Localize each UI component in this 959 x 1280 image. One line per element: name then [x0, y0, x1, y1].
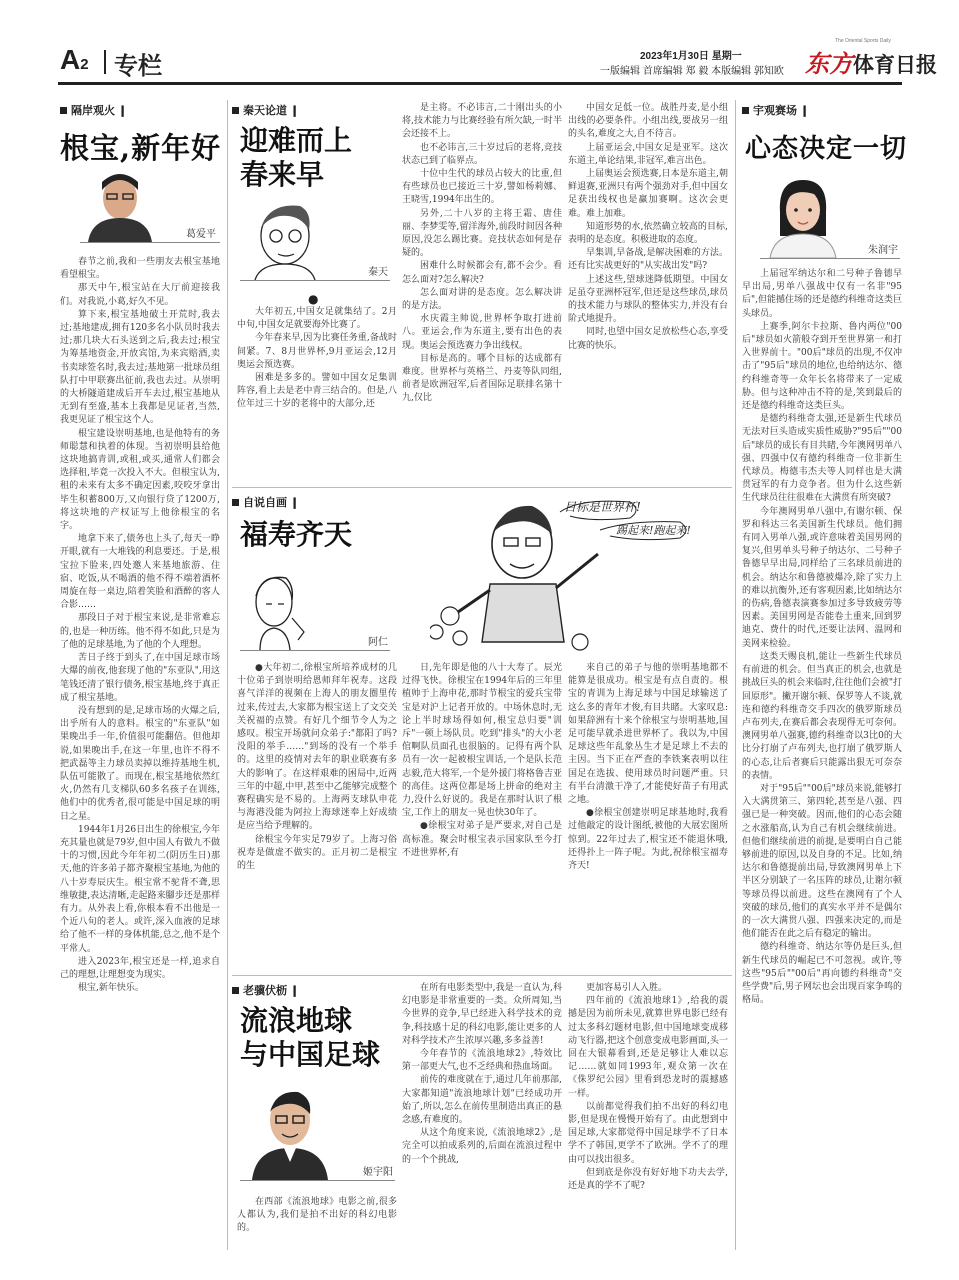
column-tag: 隔岸观火 ❙: [60, 102, 127, 118]
paragraph: 这类天赐良机,能让一些新生代球员有前进的机会。但当真正的机会,也就是挑战巨头的机会来临时,往往他们会被"打回原形"。撇开谢尔顿、保罗等人不谈,就连和德约科维奇交手四次的俄罗斯球员卢布列夫,在赛后都会表现得无可奈何。澳网男单八强赛,德约科维奇以3比0的大比分打崩了卢布列夫,也打崩了俄罗斯人的心态,让后者赛后只能露出狠无可奈奈的表情。: [742, 651, 903, 781]
paragraph: 根宝,新年快乐。: [78, 983, 144, 994]
section-title: 专栏: [114, 53, 162, 80]
paragraph: 上届冠军纳达尔和二号种子鲁德早早出局,男单八强战中仅有一名非"95后",但能撼住场的还是德约科维奇这类巨头球员。: [742, 269, 903, 319]
issue-date: 2023年1月30日 星期一: [640, 51, 742, 62]
author-name: 秦天: [368, 267, 388, 278]
section-divider: [232, 975, 732, 976]
author-portrait: [80, 168, 220, 243]
paragraph: 今年春来早,因为比赛任务重,备战时间紧。7、8月世界杯,9月亚运会,12月奥运会预选赛。: [237, 333, 397, 370]
paragraph: 进入2023年,根宝还是一样,追求自己的理想,让理想变为现实。: [60, 956, 220, 980]
column-divider: [735, 100, 736, 1250]
paragraph: 那天中午,根宝站在大厅前迎接我们。对我说,小葛,好久不见。: [60, 283, 220, 307]
paragraph: 困难什么时候都会有,都不会少。看怎么面对?怎么解决?: [402, 261, 562, 285]
coach-cartoon-icon: [430, 492, 730, 656]
paragraph: 四年前的《流浪地球1》,给我的震撼是因为前所未见,就算世界电影已经有过太多科幻题材电影,但中国地球变成移动飞行器,把这个创意变成电影画面,头一回在大银幕看到,还是足够让人难以忘记……就如同1993年,观众第一次在《侏罗纪公园》里看到恐龙时的震撼感一样。: [568, 996, 728, 1099]
paragraph: 但到底是你没有好好地下功夫去学,还是真的学不了呢?: [568, 1167, 728, 1192]
paragraph: ●徐根宝创建崇明足球基地时,我看过他敲定的设计图纸,被他的大展宏图所惊到。22年过去了,根宝还不能退休哦,还得扑上一阵子呢。为此,祝徐根宝福寿齐天!: [568, 808, 728, 872]
paragraph: 苦日子终于到头了,在中国足球市场大爆的前夜,他套现了他的"东亚队",用这笔钱还清了银行债务,根宝基地,终于真正成了根宝基地。: [60, 653, 220, 703]
paragraph: 是德约科维奇太强,还是新生代球员无法对巨头造成实质性威胁?"95后""00后"球员的成长有目共睹,今年澳网男单八强、四强中仅有德约科维奇一位非新生代球员。梅德韦杰夫等人同样也是大满贯冠军的有力竞争者。但为什么这些新生代球员往往很难在大满贯有所突破?: [742, 414, 903, 504]
author-sketch-icon: [240, 198, 330, 280]
paragraph: 春节之前,我和一些朋友去根宝基地看望根宝。: [60, 257, 220, 281]
paragraph: 在西部《流浪地球》电影之前,很多人都认为,我们是拍不出好的科幻电影的。: [237, 1197, 397, 1234]
article-title: 迎难而上 春来早: [240, 124, 353, 191]
paragraph: 以前都觉得我们拍不出好的科幻电影,但是现在慢慢开始有了。由此想到中国足球,大家都觉得中国足球学不了日本学不了韩国,更学不了欧洲。学不了的理由可以找出很多。: [568, 1101, 728, 1165]
article-body: [742, 268, 902, 1007]
paragraph: 也不必讳言,三十岁过后的老将,竞技状态已到了临界点。: [402, 142, 562, 166]
article-body: [60, 256, 220, 995]
article-body: [402, 982, 562, 1167]
paragraph: 更加容易引人入胜。: [586, 983, 668, 993]
article-body: [237, 306, 397, 412]
paragraph: 另外,二十八岁的主将王霜、唐佳丽、李梦雯等,留洋海外,前段时间因各种原因,没怎么踢比赛。竞技状态如何是存疑的。: [402, 208, 562, 259]
paragraph: 水庆霞主帅说,世界杯争取打进前八。亚运会,作为东道主,要有出色的表现。奥运会预选赛力争出线权。: [402, 314, 562, 351]
section-divider: [232, 487, 732, 488]
article-title: 心态决定一切: [745, 134, 908, 164]
column-tag: 老骥伏枥 ❙: [232, 982, 299, 998]
header-rule: [58, 82, 902, 85]
paragraph: 对于"95后""00后"球员来说,能够打入大满贯第三、第四轮,甚至是八强、四强已是一种突破。因而,他们的心态会随之水涨船高,认为自己有机会继续前进。但他们继续前进的前提,是要明白自己能够前进的原因,以及自身的不足。比如,纳达尔和鲁德提前出局,导致澳网男单上下半区分别缺了一名压阵的球员,让谢尔顿等球员得以前进。这些在澳网有了个人突破的球员,他们的真实水平并不是偶尔的一次大满贯八强、四强来决定的,而是他们能否在此之后有稳定的输出。: [742, 783, 902, 940]
editors-line: 一版编辑 首席编辑 郑 毅 本版编辑 郭知欧: [600, 66, 784, 77]
paragraph: 算下来,根宝基地破土开荒时,我去过;基地建成,拥有120多名小队员时我去过;那几块大石头送到之后,我去过;根宝为筹基地资金,开放宾馆,为来宾赔酒,卖书卖球签名时,我去过;基地第一批球员组队打中甲联赛出征前,我也去过。从崇明的大桥隧道建成后开车去过,根宝基地从无到有至盛,基本上我都是见证者,当然,我更见证了根宝这个人。: [60, 309, 220, 426]
author-name: 姬宇阳: [363, 1167, 393, 1178]
article-body: [402, 102, 562, 406]
author-name: 葛爱平: [186, 229, 216, 240]
speech-bubble-text: 目标是世界杯!: [564, 500, 641, 514]
cartoonist-sketch-icon: [240, 566, 320, 650]
paragraph: 来自己的弟子与他的崇明基地都不能算是很成功。根宝是有点自责的。根宝的青训为上海足球与中国足球输送了这么多的青年才俊,有目共睹。大家叹息:如果辞洲有十来个徐根宝与崇明基地,国足可能早就杀进世界杯了。我以为,中国足球这些年乱象丛生才是足球上不去的主因。当下正在严查的李铁案表明以往国足在选拔、使用球员时问题严重。只有半台清激干净了,才能使好苗子有用武之地。: [568, 663, 728, 806]
column-tag: 宇观赛场 ❙: [742, 102, 809, 118]
paragraph: 上届奥运会预选赛,日本是东道主,朝鲜退赛,亚洲只有两个强劲对手,但中国女足获出线权也是赢加赛啊。这次会更难。难上加难。: [568, 169, 728, 219]
column-divider: [227, 100, 228, 1250]
bullet-dot: ●: [308, 292, 319, 306]
author-portrait: [240, 566, 390, 651]
paragraph: 目标是高的。哪个目标的达成都有难度。世界杯与英格兰、丹麦等队同组,前者是欧洲冠军,后者国际足联排名第十九,仅比: [402, 353, 562, 404]
article-body: [568, 662, 728, 873]
column-tag: 秦天论道 ❙: [232, 102, 299, 118]
article-title: 福寿齐天: [240, 518, 353, 551]
author-portrait: [240, 198, 390, 281]
paragraph: 是主将。不必讳言,二十刚出头的小将,技术能力与比赛经验有所欠缺,一时半会还接不上。: [402, 103, 562, 140]
paragraph: 那段日子对于根宝来说,是非常难忘的,也是一种历练。他不得不如此,只是为了他的足球基地,为了他的个人理想。: [60, 613, 220, 650]
paragraph: 前传的难度就在于,通过几年前那部,大家都知道"流浪地球计划"已经成功开始了,所以,怎么在前传里制造出真正的悬念感,有难度的。: [402, 1075, 562, 1126]
cartoon-illustration: [430, 492, 730, 656]
author-portrait: [760, 172, 900, 259]
author-photo-icon: [760, 172, 846, 258]
paragraph: 1944年1月26日出生的徐根宝,今年充其量也就是79岁,但中国人有做九不做十的习惯,因此今年年初二(阴历生日)那天,他的许多弟子都齐聚根宝基地,为他的八十岁寿辰庆生。根宝常不驼背不聋,思维敏捷,表达清晰,走起路来腳步还是那样有力。从外表上看,你根本看不出他是一个近八旬的老人。或许,深入血液的足球给了他不一样的身体机能,总之,他不是个平常人。: [60, 824, 220, 954]
paragraph: 同时,也望中国女足放松些心态,享受比赛的快乐。: [568, 327, 728, 351]
paragraph: 上赛季,阿尔卡拉斯、鲁内两位"00后"球员如火箭般夺到开至世界第一和打入世界前十。"00后"球员的出现,不仅冲击了"95后"球员的地位,也给纳达尔、德约科维奇等一众年长名将带来了一定威胁。但与这种冲击不符的是,笑到最后的还是德约科维奇这类巨头。: [742, 321, 902, 412]
paragraph: 上届亚运会,中国女足是亚军。这次东道主,单论结果,非冠军,难言出色。: [568, 142, 728, 166]
article-body: [568, 102, 728, 353]
paragraph: 徐根宝今年实足79岁了。上海习俗祝寿是做虚不做实的。正月初二是根宝的生: [237, 834, 397, 872]
article-title: 流浪地球 与中国足球: [240, 1004, 381, 1071]
paragraph: 十位中生代的球员占较大的比重,但有些球员也已接近三十岁,譬如杨莉娜、王晓雪,1994年出生的。: [402, 169, 562, 206]
paragraph: 今年澳网男单八强中,有谢尔顿、保罗和科达三名美国新生代球员。他们拥有同入男单八强,或许意味着美国男网的复兴,但男单头号种子纳达尔、二号种子鲁德早早出局,同样给了三名球员前进的机会。纳达尔和鲁德被爆冷,除了实力上的难以抗衡外,还有客观因素,比如纳达尔的伤病,鲁德表演赛参加过多导致疲劳等因素。美国男网是否能卷土重来,回到罗迪克、费什的时代,还要让法网、温网和美网来检验。: [742, 506, 902, 649]
column-tag: 自说自画 ❙: [232, 494, 299, 510]
author-name: 朱润宇: [868, 245, 898, 256]
paragraph: 德约科维奇、纳达尔等仍是巨头,但新生代球员的崛起已不可忽视。或许,等这些"95后""00后"再向德约科维奇"交些学费"后,男子网坛也会出现百家争鸣的格局。: [742, 942, 903, 1006]
paragraph: 困难是多多的。譬如中国女足集训阵容,看上去是老中青三结合的。但是,八位年过三十岁的老将中的大部分,还: [237, 373, 397, 410]
author-photo-icon: [80, 168, 170, 242]
paragraph: ●大年初二,徐根宝所培养成材的几十位弟子到崇明给恩师拜年祝寿。这段喜气洋洋的视频在上海人的朋友圈里传过来,传过去,大家都为根宝送上了文交关关祝福的点赞。有好几个细节令人为之感叹。根宝开场就问众弟子:"都阳了吗?没阳的举手……"到场的没有一个举手的。这里的疫情对去年的职业联赛有多大的影响了。在这样艰难的困局中,近两三年的中超,中甲,甚至中乙能够完成整个赛程确实是不易的。上海两支球队申花与海港没能为阿拉上海球迷奉上好成绩是应当给予理解的。: [237, 663, 397, 832]
paragraph: 地拿下来了,债务也上头了,每天一睁开眼,就有一大堆钱的利息要还。于是,根宝拉下脸来,四处邀人来基地旅游、住宿、吃饭,从不喝酒的他不得不端着酒杯周旋在每一桌边,陪着笑脸和酒醉的客人合影……: [60, 534, 220, 611]
paragraph: 早集训,早备战,是解决困难的方法。还有比实战更好的"从实战出发"吗?: [568, 248, 728, 272]
paragraph: ●徐根宝对弟子是严要求,对自己是高标准。聚会时根宝表示国家队至今打不进世界杯,有: [402, 821, 562, 858]
header-separator: [104, 50, 106, 74]
article-body: [237, 662, 397, 873]
paragraph: 大年初五,中国女足就集结了。2月中旬,中国女足就要海外比赛了。: [237, 307, 397, 331]
paragraph: 中国女足低一位。战胜丹麦,是小组出线的必要条件。小组出线,要战另一组的头名,难度之大,自不待言。: [568, 103, 728, 140]
article-title: 根宝,新年好: [60, 131, 222, 165]
paragraph: 知道形势的水,依然确立较高的目标,表明的是态度。积极进取的态度。: [568, 221, 728, 246]
paragraph: 上述这些,望球迷降低期望。中国女足虽夺亚洲杯冠军,但还是这些球员,球员的技术能力与球队的整体实力,并没有台阶式地提升。: [568, 274, 728, 325]
article-body: [402, 662, 562, 860]
paragraph: 日,先年即是他的八十大寿了。辰光过得飞快。徐根宝在1994年后的三年里植帅于上海申花,那时节根宝的爱兵宝带宝是对沪上记者开放的。中场休息时,无论上半时球场得如何,根宝总归要"训斥"一顿上场队员。吃到"排头"的大小老倌啊队员面孔也很脑的。记得有两个队员有一次一起被根宝训话,一个是队长范志毅,范大将军,一个是外援门将格鲁吉亚的高佳。这两位都是场上拼命的绝对主力,没什么好说的。我是在那时认识了根宝,工作上的朋友一晃也快30年了。: [402, 663, 562, 819]
author-photo-icon: [240, 1078, 340, 1180]
author-name: 阿仁: [368, 637, 388, 648]
paragraph: 今年春节的《流浪地球2》,特效比第一部更大气,也不乏经典和热血场面。: [402, 1049, 562, 1073]
paragraph: 根宝建设崇明基地,也是他特有的务师聪慧和执着的体现。当初崇明县给他这块地搞青训,或租,或买,通常人们都会选择租,毕竟一次投入不大。但根宝认为,租的未来有太多不确定因素,咬咬牙拿出毕生积蓄800万,又向银行贷了1200万,将这块地的产权证写上他徐根宝的名字。: [60, 428, 220, 532]
author-portrait: [240, 1078, 395, 1181]
speech-bubble-text: 踢起来!跑起来!: [616, 524, 691, 537]
paragraph: 怎么面对讲的是态度。怎么解决讲的是方法。: [402, 287, 562, 312]
article-body: [568, 982, 728, 1193]
paragraph: 没有想到的是,足球市场的火爆之后,出乎所有人的意料。根宝的"东亚队"如果晚出手一年,价值很可能翻倍。但他却说,如果晚出手,在这一年里,也许不得不把武磊等主力球员卖掉以维持基地生机,队伍可能散了。而现在,根宝基地依然红火,仍然有几支梯队60多名孩子在训练,他们中的优秀者,很可能是中国足球的明日之星。: [60, 705, 220, 822]
paragraph: 从这个角度来说,《流浪地球2》,是完全可以拍成系列的,后面在流浪过程中的一个个挑战,: [402, 1128, 562, 1165]
page-number: A2: [60, 44, 89, 75]
article-body: [237, 1196, 397, 1236]
paragraph: 在所有电影类型中,我是一直认为,科幻电影是非常重要的一类。众所周知,当今世界的竞争,早已经进入科学技术的竞争,科技感十足的科幻电影,能让更多的人对科学技术产生浓厚兴趣,多多益善!: [402, 983, 562, 1046]
newspaper-logo: The Oriental Sports Daily 东方体育日报: [805, 38, 937, 78]
